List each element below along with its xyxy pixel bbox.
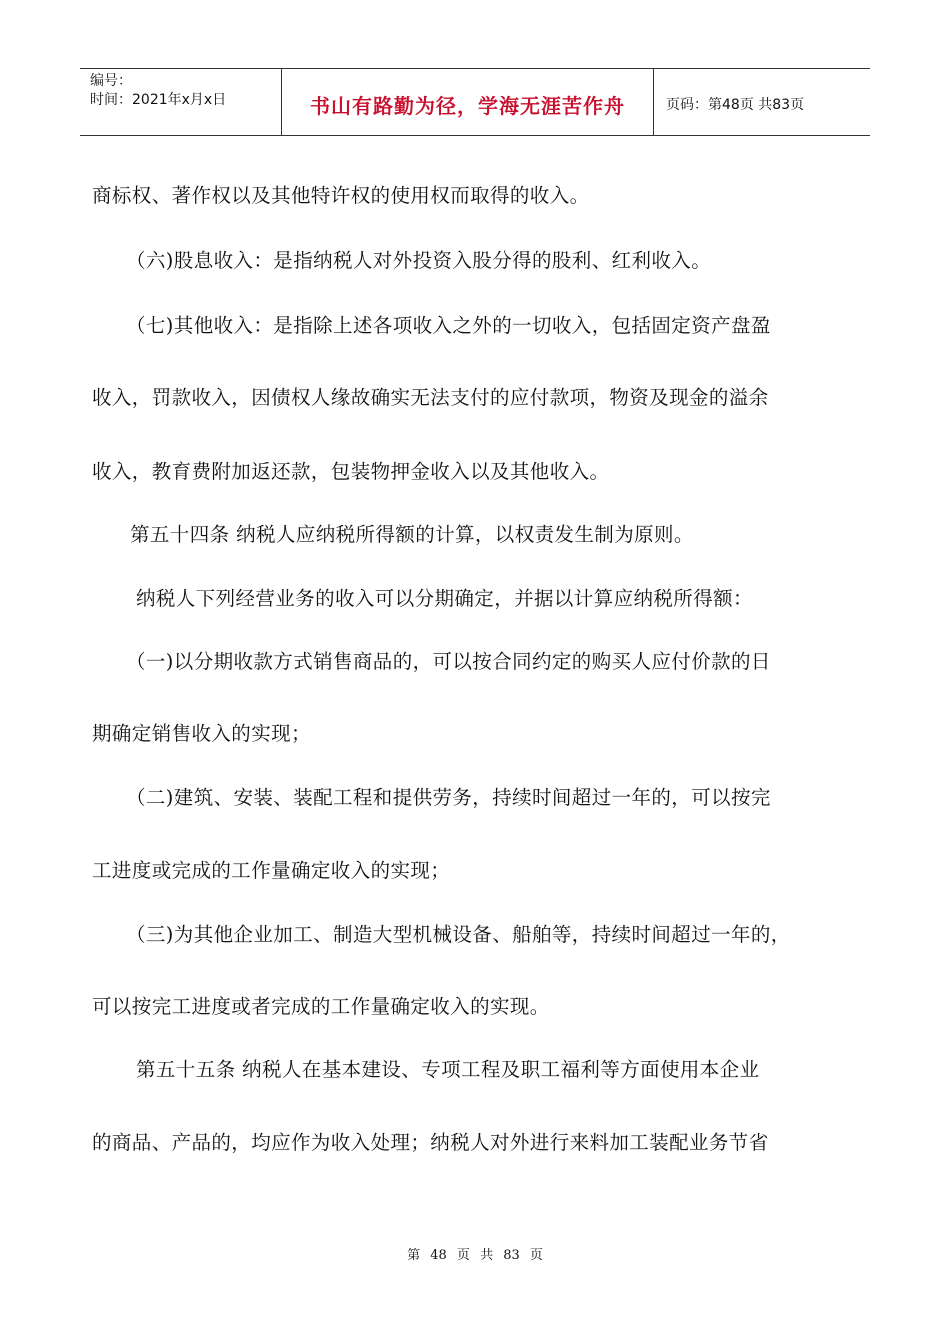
body-line-3: （七)其他收入：是指除上述各项收入之外的一切收入，包括固定资产盘盈 [126, 314, 771, 337]
body-line-4: 收入，罚款收入，因债权人缘故确实无法支付的应付款项，物资及现金的溢余 [92, 386, 769, 409]
body-line-6: 第五十四条 纳税人应纳税所得额的计算，以权责发生制为原则。 [130, 523, 694, 546]
body-line-11: 工进度或完成的工作量确定收入的实现； [92, 859, 451, 882]
body-line-8: （一)以分期收款方式销售商品的，可以按合同约定的购买人应付价款的日 [126, 650, 771, 673]
page-header [80, 68, 870, 136]
header-motto: 书山有路勤为径，学海无涯苦作舟 [282, 69, 654, 135]
serial-label: 编号： [90, 73, 132, 89]
body-line-15: 的商品、产品的，均应作为收入处理；纳税人对外进行来料加工装配业务节省 [92, 1131, 769, 1154]
header-page-label: 页码：第48页 共83页 [666, 97, 805, 113]
time-label: 时间：2021年x月x日 [90, 92, 227, 108]
header-meta [80, 69, 282, 135]
body-line-5: 收入，教育费附加返还款，包装物押金收入以及其他收入。 [92, 460, 610, 483]
page-footer: 第 48 页 共 83 页 [407, 1248, 543, 1263]
body-line-9: 期确定销售收入的实现； [92, 722, 311, 745]
body-line-7: 纳税人下列经营业务的收入可以分期确定，并据以计算应纳税所得额： [136, 587, 753, 610]
body-line-12: （三)为其他企业加工、制造大型机械设备、船舶等，持续时间超过一年的， [126, 923, 791, 946]
body-line-2: （六)股息收入：是指纳税人对外投资入股分得的股利、红利收入。 [126, 249, 712, 272]
body-line-14: 第五十五条 纳税人在基本建设、专项工程及职工福利等方面使用本企业 [136, 1058, 760, 1081]
body-line-10: （二)建筑、安装、装配工程和提供劳务，持续时间超过一年的，可以按完 [126, 786, 771, 809]
body-line-1: 商标权、著作权以及其他特许权的使用权而取得的收入。 [92, 184, 590, 207]
body-line-13: 可以按完工进度或者完成的工作量确定收入的实现。 [92, 995, 550, 1018]
